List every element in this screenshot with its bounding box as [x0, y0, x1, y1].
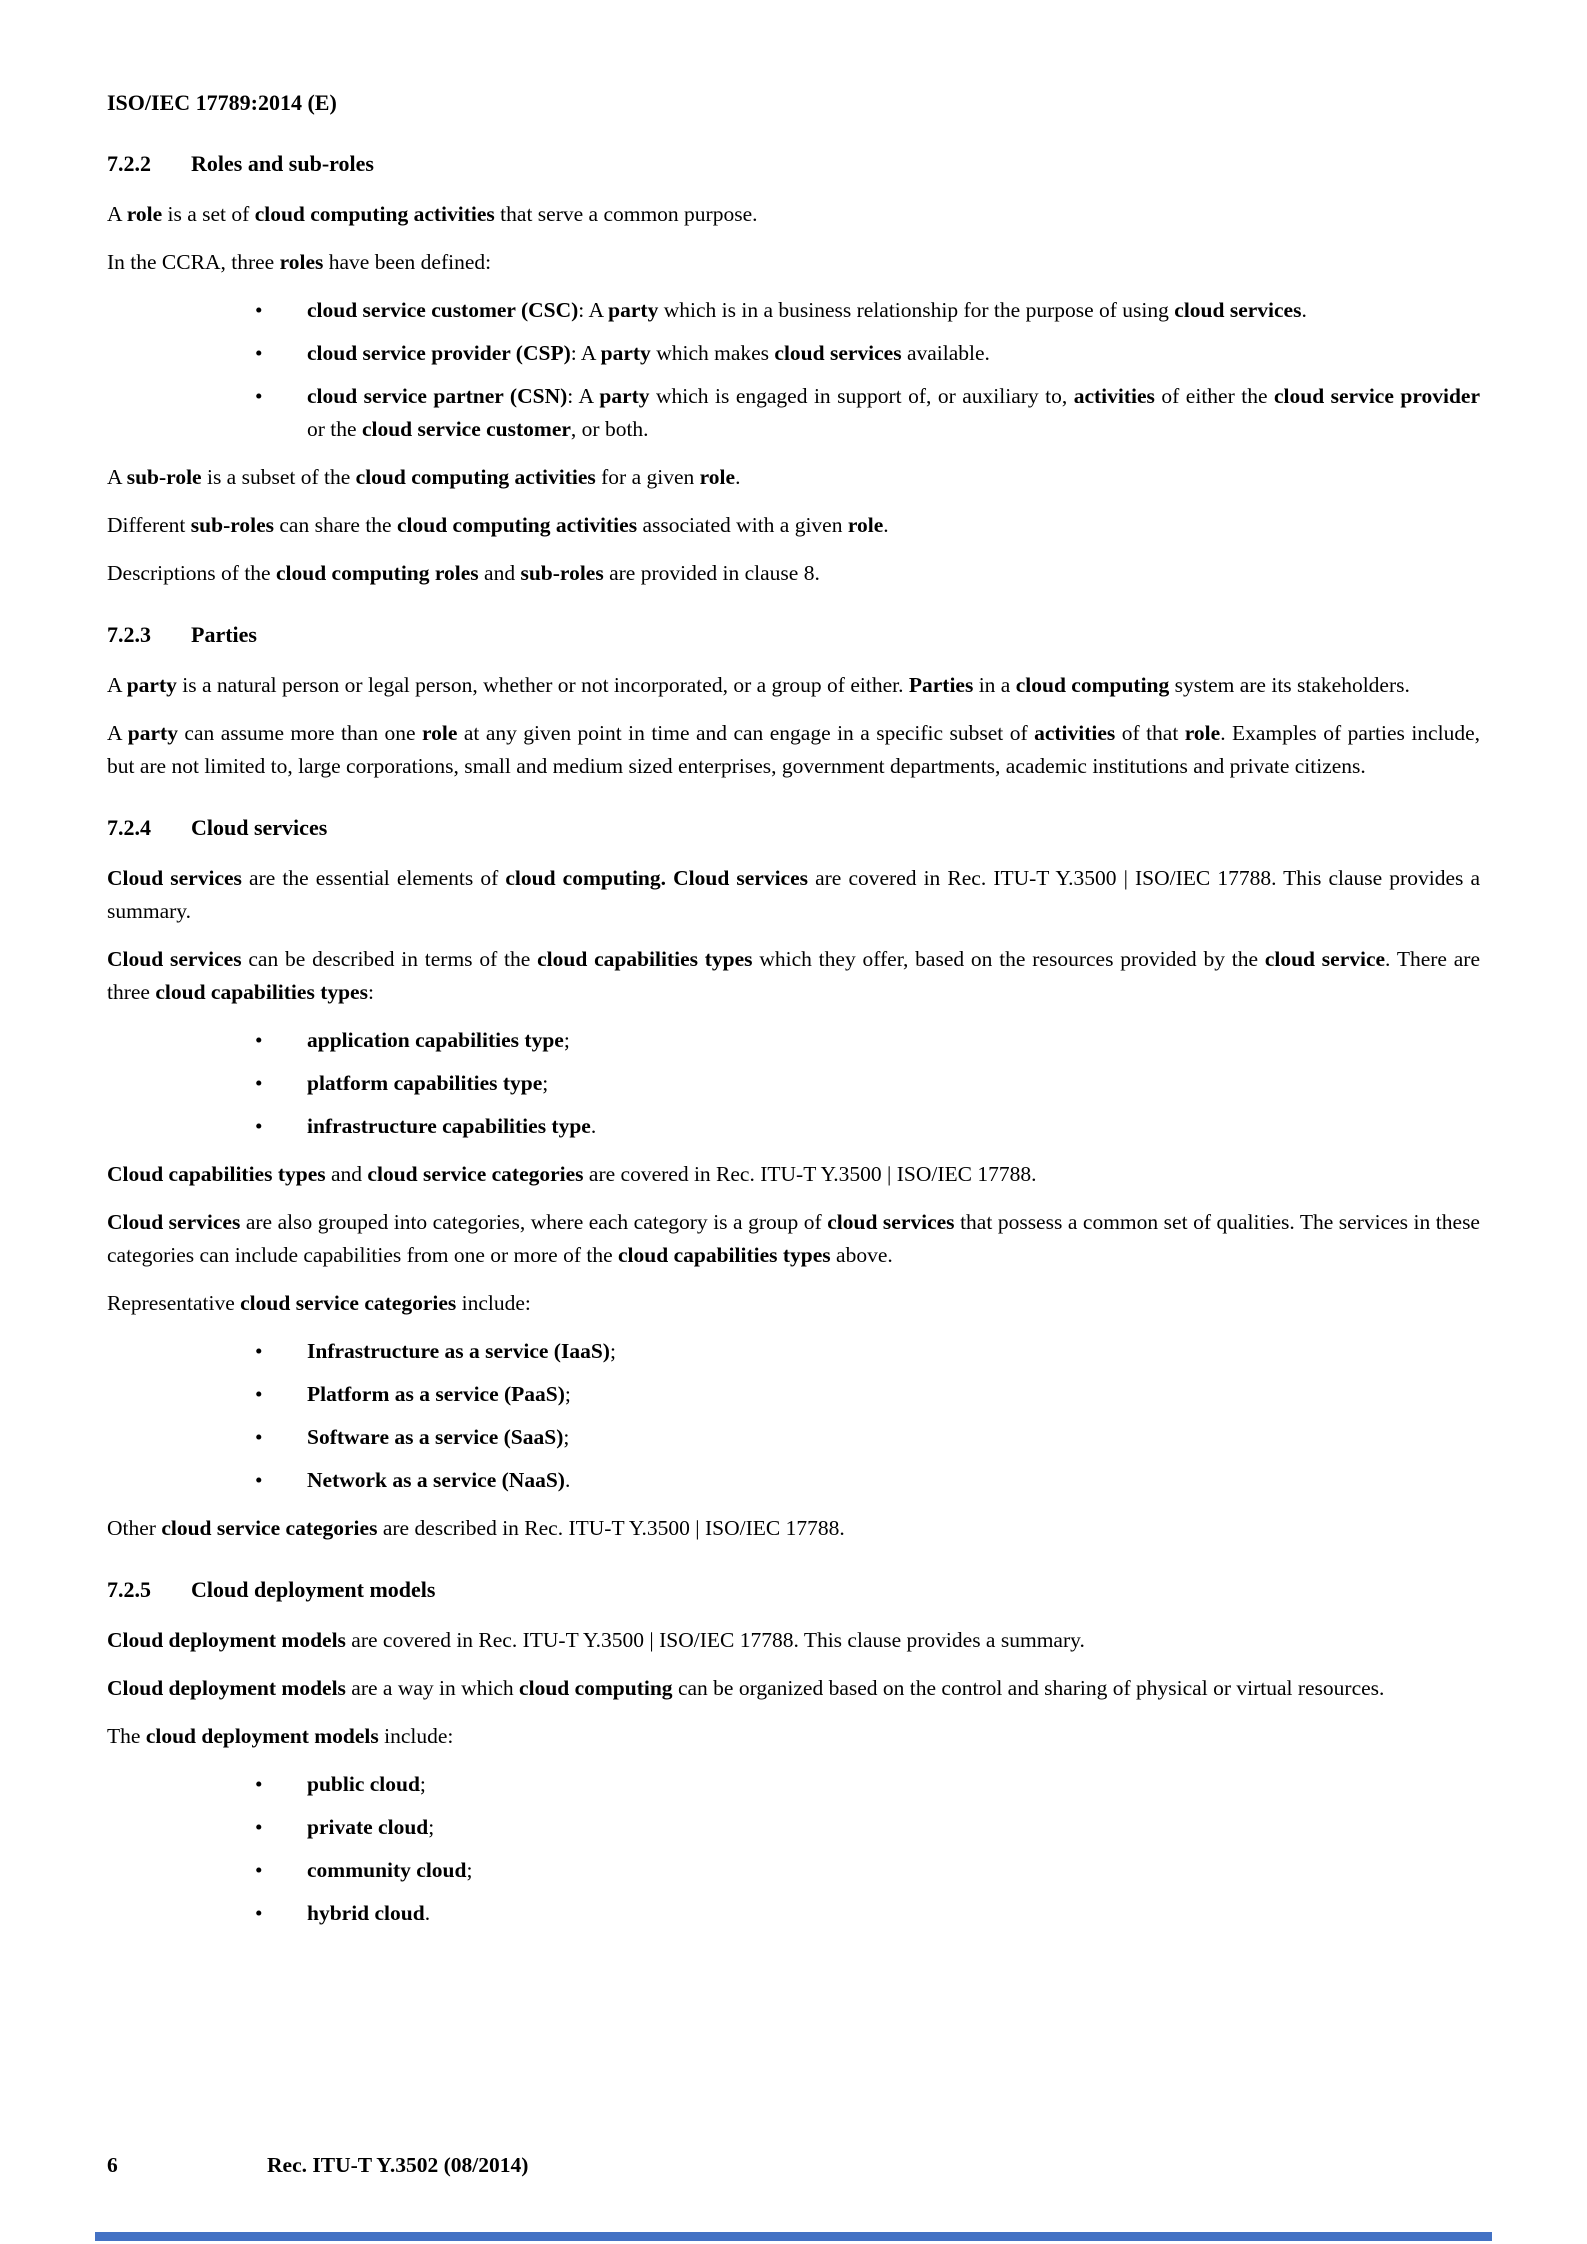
text: are described in Rec. ITU-T Y.3500 | ISO/IEC 17788. [377, 1516, 845, 1540]
bold-text: cloud services [827, 1210, 955, 1234]
text: are covered in Rec. ITU-T Y.3500 | ISO/IEC 17788. This clause provides a summary. [107, 866, 1480, 923]
bold-text: Parties [908, 673, 974, 697]
bullet-list [107, 1024, 1480, 1143]
list-item [107, 1768, 1480, 1801]
bullet-list [107, 1768, 1480, 1930]
text: ; [466, 1858, 473, 1882]
bold-text: cloud services [1174, 298, 1302, 322]
text: are the essential elements of [241, 866, 506, 890]
text: which makes [650, 341, 775, 365]
bold-text: cloud computing [519, 1676, 673, 1700]
list-item [107, 1335, 1480, 1368]
bold-text: role [699, 465, 736, 489]
bold-text: party [608, 298, 659, 322]
bullet-icon: • [255, 1858, 263, 1882]
document-content [107, 86, 1480, 1945]
bullet-icon: • [255, 1071, 263, 1095]
list-item [107, 380, 1480, 446]
bold-text: party [127, 721, 178, 745]
text: ; [609, 1339, 616, 1363]
list-item [107, 1110, 1480, 1143]
text: have been defined: [323, 250, 492, 274]
bold-text: platform capabilities type [307, 1071, 543, 1095]
text: are also grouped into categories, where each category is a group of [240, 1210, 828, 1234]
paragraph [107, 1672, 1480, 1705]
text: are provided in clause 8. [603, 561, 820, 585]
text: which is in a business relationship for the purpose of using [658, 298, 1175, 322]
bullet-icon: • [255, 1028, 263, 1052]
text: : A [578, 298, 609, 322]
text: Descriptions of the [107, 561, 276, 585]
footer-accent-bar [95, 2232, 1492, 2241]
bold-text: cloud service provider (CSP) [307, 341, 571, 365]
text: can assume more than one [177, 721, 422, 745]
bold-text: application capabilities type [307, 1028, 564, 1052]
text: . Examples of parties include, but are not limited to, large corporations, small and medium sized enterprises, government departments, academic institutions and private citizens. [107, 721, 1480, 778]
list-item [107, 294, 1480, 327]
list-item [107, 337, 1480, 370]
section-title: Roles and sub-roles [191, 151, 374, 176]
text: are covered in Rec. ITU-T Y.3500 | ISO/IEC 17788. [583, 1162, 1037, 1186]
text: Different [107, 513, 191, 537]
bold-text: cloud service [1264, 947, 1386, 971]
text: ; [563, 1028, 570, 1052]
bold-text: hybrid cloud [307, 1901, 425, 1925]
list-item [107, 1067, 1480, 1100]
section-number: 7.2.4 [107, 815, 151, 840]
bold-text: sub-roles [520, 561, 604, 585]
paragraph [107, 1206, 1480, 1272]
text: : A [570, 341, 601, 365]
text: that possess a common set of qualities. The services in these categories can include capabilities from one or more of the [107, 1210, 1480, 1267]
bullet-icon: • [255, 341, 263, 365]
bold-text: Infrastructure as a service (IaaS) [307, 1339, 610, 1363]
text: . [424, 1901, 431, 1925]
bullet-list [107, 1335, 1480, 1497]
text: include: [456, 1291, 531, 1315]
list-item [107, 1421, 1480, 1454]
text: at any given point in time and can engage in a specific subset of [457, 721, 1035, 745]
text: include: [378, 1724, 454, 1748]
bold-text: sub-role [126, 465, 202, 489]
list-item [107, 1024, 1480, 1057]
paragraph [107, 669, 1480, 702]
text: and [325, 1162, 368, 1186]
bold-text: cloud computing activities [396, 513, 638, 537]
bold-text: Cloud capabilities types [107, 1162, 326, 1186]
text: is a subset of the [201, 465, 356, 489]
bold-text: cloud capabilities types [537, 947, 753, 971]
bold-text: cloud service partner (CSN) [307, 384, 568, 408]
bullet-icon: • [255, 1339, 263, 1363]
paragraph [107, 461, 1480, 494]
bold-text: Platform as a service (PaaS) [307, 1382, 565, 1406]
bold-text: cloud services [774, 341, 902, 365]
bold-text: party [126, 673, 177, 697]
text: : [367, 980, 374, 1004]
text: can be organized based on the control and sharing of physical or virtual resources. [672, 1676, 1385, 1700]
text: of that [1115, 721, 1185, 745]
bold-text: role [847, 513, 884, 537]
paragraph [107, 862, 1480, 928]
text: in a [973, 673, 1016, 697]
text: . [590, 1114, 597, 1138]
bullet-icon: • [255, 1382, 263, 1406]
bold-text: cloud deployment models [145, 1724, 379, 1748]
text: The [107, 1724, 146, 1748]
text: are covered in Rec. ITU-T Y.3500 | ISO/IEC 17788. This clause provides a summary. [345, 1628, 1085, 1652]
text: : A [567, 384, 600, 408]
list-item [107, 1854, 1480, 1887]
bullet-icon: • [255, 1468, 263, 1492]
bold-text: Network as a service (NaaS) [307, 1468, 565, 1492]
section-heading [107, 1573, 1480, 1606]
text: . [883, 513, 889, 537]
text: can share the [274, 513, 397, 537]
text: or the [307, 417, 362, 441]
bold-text: cloud service categories [240, 1291, 457, 1315]
text: . [1301, 298, 1307, 322]
bold-text: cloud service categories [367, 1162, 584, 1186]
paragraph [107, 717, 1480, 783]
section-number: 7.2.2 [107, 151, 151, 176]
page-footer [107, 2152, 1480, 2178]
text: and [478, 561, 521, 585]
paragraph [107, 246, 1480, 279]
text: is a natural person or legal person, whether or not incorporated, or a group of either. [176, 673, 909, 697]
bold-text: cloud service customer [361, 417, 571, 441]
bold-text: community cloud [307, 1858, 467, 1882]
section-title: Parties [191, 622, 257, 647]
text: ; [563, 1425, 570, 1449]
bold-text: cloud service customer (CSC) [307, 298, 579, 322]
section-heading [107, 618, 1480, 651]
paragraph [107, 1512, 1480, 1545]
bullet-list [107, 294, 1480, 446]
text: A [107, 673, 127, 697]
bold-text: role [1184, 721, 1221, 745]
section-heading [107, 811, 1480, 844]
bullet-icon: • [255, 1901, 263, 1925]
text: is a set of [162, 202, 255, 226]
document-body [107, 147, 1480, 1930]
bold-text: Software as a service (SaaS) [307, 1425, 564, 1449]
bold-text: party [599, 384, 650, 408]
text: ; [542, 1071, 549, 1095]
bullet-icon: • [255, 384, 263, 408]
text: available. [901, 341, 990, 365]
section-title: Cloud deployment models [191, 1577, 436, 1602]
document-id-header: ISO/IEC 17789:2014 (E) [107, 90, 337, 115]
text: system are its stakeholders. [1169, 673, 1410, 697]
text: ; [419, 1772, 426, 1796]
bold-text: cloud computing activities [254, 202, 495, 226]
text: . There are three [107, 947, 1480, 1004]
text: are a way in which [345, 1676, 520, 1700]
bold-text: cloud service categories [161, 1516, 378, 1540]
text: that serve a common purpose. [494, 202, 758, 226]
text: A [107, 721, 128, 745]
list-item [107, 1897, 1480, 1930]
text: , or both. [570, 417, 649, 441]
bullet-icon: • [255, 298, 263, 322]
list-item [107, 1378, 1480, 1411]
text: A [107, 202, 127, 226]
bold-text: role [422, 721, 458, 745]
paragraph [107, 1720, 1480, 1753]
bold-text: activities [1034, 721, 1116, 745]
section-title: Cloud services [191, 815, 328, 840]
bold-text: Cloud services [107, 947, 242, 971]
section-number: 7.2.5 [107, 1577, 151, 1602]
paragraph [107, 509, 1480, 542]
bold-text: sub-roles [190, 513, 275, 537]
paragraph [107, 1287, 1480, 1320]
bold-text: activities [1073, 384, 1155, 408]
text: A [107, 465, 127, 489]
text: can be described in terms of the [241, 947, 538, 971]
text: Representative [107, 1291, 241, 1315]
text: Other [107, 1516, 162, 1540]
text: which they offer, based on the resources provided by the [752, 947, 1265, 971]
bold-text: cloud computing activities [355, 465, 596, 489]
bold-text: role [126, 202, 163, 226]
bold-text: Cloud services [107, 866, 242, 890]
bold-text: Cloud deployment models [107, 1628, 346, 1652]
text: In the CCRA, three [107, 250, 280, 274]
text: associated with a given [637, 513, 848, 537]
text: for a given [595, 465, 700, 489]
list-item [107, 1464, 1480, 1497]
text: of either the [1154, 384, 1274, 408]
bullet-icon: • [255, 1114, 263, 1138]
bold-text: public cloud [307, 1772, 420, 1796]
text: ; [564, 1382, 571, 1406]
page-number: 6 [107, 2153, 118, 2177]
list-item [107, 1811, 1480, 1844]
text: ; [428, 1815, 435, 1839]
paragraph [107, 1158, 1480, 1191]
bold-text: infrastructure capabilities type [307, 1114, 591, 1138]
document-reference: Rec. ITU-T Y.3502 (08/2014) [267, 2153, 529, 2177]
bold-text: private cloud [307, 1815, 429, 1839]
paragraph [107, 557, 1480, 590]
text: which is engaged in support of, or auxiliary to, [649, 384, 1074, 408]
bold-text: cloud capabilities types [618, 1243, 831, 1267]
bold-text: cloud computing. Cloud services [505, 866, 808, 890]
text: . [735, 465, 741, 489]
paragraph [107, 1624, 1480, 1657]
bold-text: cloud service provider [1273, 384, 1480, 408]
bold-text: cloud computing [1015, 673, 1170, 697]
paragraph [107, 943, 1480, 1009]
text: above. [830, 1243, 893, 1267]
section-number: 7.2.3 [107, 622, 151, 647]
text: . [564, 1468, 571, 1492]
bullet-icon: • [255, 1815, 263, 1839]
bold-text: Cloud deployment models [107, 1676, 346, 1700]
bold-text: cloud computing roles [275, 561, 479, 585]
bullet-icon: • [255, 1772, 263, 1796]
bold-text: roles [279, 250, 324, 274]
bold-text: cloud capabilities types [155, 980, 368, 1004]
bullet-icon: • [255, 1425, 263, 1449]
bold-text: Cloud services [107, 1210, 241, 1234]
bold-text: party [600, 341, 651, 365]
paragraph [107, 198, 1480, 231]
section-heading [107, 147, 1480, 180]
